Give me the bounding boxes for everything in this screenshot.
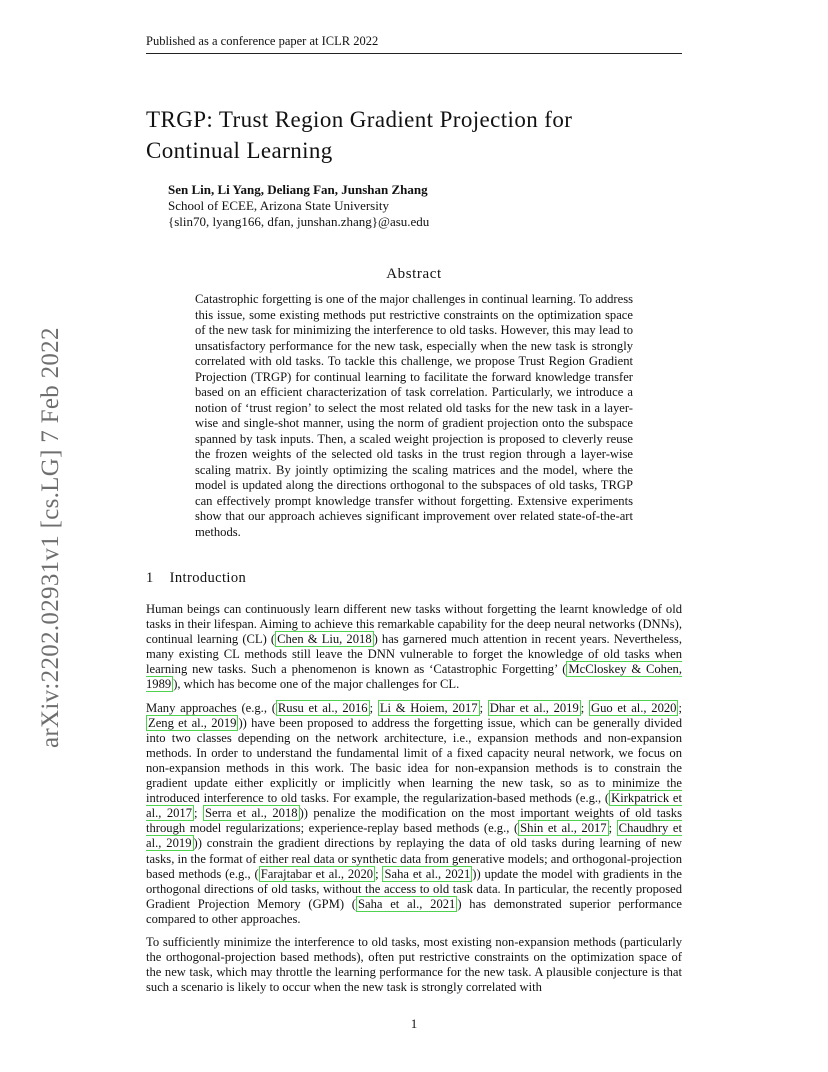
text-run: )) penalize the modification on the most important weights of old tasks through model regularizations; experience-replay based methods (e.g., ( [146,806,682,836]
section-body [146,602,682,1003]
text-run: ; [479,700,488,715]
citation-link[interactable]: McCloskey & Cohen, 1989 [146,662,682,692]
text-run: ; [369,700,378,715]
text-run: ; [375,866,383,881]
abstract-text: Catastrophic forgetting is one of the major challenges in continual learning. To address this issue, some existing methods put restrictive constraints on the optimization space of the new task for minimizing the interference to old tasks. However, this may lead to unsatisfactory performance for the new task, especially when the new task is strongly correlated with old tasks. To tackle this challenge, we propose Trust Region Gradient Projection (TRGP) for continual learning to facilitate the forward knowledge transfer based on an efficient characterization of task correlation. Particularly, we introduce a notion of ‘trust region’ to select the most related old tasks for the new task in a layer-wise and single-shot manner, using the norm of gradient projection onto the subspace spanned by task inputs. Then, a scaled weight projection is proposed to cleverly reuse the frozen weights of the selected old tasks in the trust region through a layer-wise scaling matrix. By jointly optimizing the scaling matrices and the model, where the model is updated along the directions orthogonal to the subspaces of old tasks, TRGP can effectively prompt knowledge transfer without forgetting. Extensive experiments show that our approach achieves significant improvement over related state-of-the-art methods. [195,292,633,539]
citation-link[interactable]: Farajtabar et al., 2020 [260,866,374,881]
citation-link[interactable]: Kirkpatrick et al., 2017 [146,791,682,821]
page-number: 1 [410,1016,418,1031]
citation-link[interactable]: Saha et al., 2021 [384,866,471,881]
paragraph-2 [146,701,682,927]
paragraph-1 [146,602,682,693]
section-heading [146,570,246,587]
citation-link[interactable]: Serra et al., 2018 [204,806,298,821]
text-run: ) has garnered much attention in recent years. Nevertheless, many existing CL methods still leave the DNN vulnerable to forget the knowledge of old tasks when learning new tasks. Such a phenomenon is known as ‘Catastrophic Forgetting’ ( [146,632,682,677]
citation-link[interactable]: Shin et al., 2017 [520,821,607,836]
text-run: Many approaches (e.g., ( [146,700,276,715]
author-block [168,182,429,230]
text-run: )) have been proposed to address the forgetting issue, which can be generally divided into two classes depending on the network architecture, i.e., expansion methods and non-expansion methods. In order to understand the fundamental limit of a fixed capacity neural network, we focus on non-expansion methods in this work. The basic idea for non-expansion methods is to constrain the gradient update either explicitly or implicitly when learning the new task, so as to minimize the introduced interference to old tasks. For example, the regularization-based methods (e.g., ( [146,715,682,806]
text-run: ; [194,806,203,821]
section-number: 1 [146,570,154,586]
affiliation: School of ECEE, Arizona State University [168,198,389,213]
text-run: ; [580,700,589,715]
citation-link[interactable]: Guo et al., 2020 [590,700,677,715]
citation-link[interactable]: Rusu et al., 2016 [277,700,368,715]
abstract-heading: Abstract [386,266,442,282]
title-line-2: Continual Learning [146,138,333,163]
paragraph-3: To sufficiently minimize the interference to old tasks, most existing non-expansion methods (particularly the orthogonal-projection based methods), often put restrictive constraints on the optimization space of the new task, which may throttle the learning performance for the new task. A plausible conjecture is that such a scenario is likely to occur when the new task is strongly correlated with [146,934,682,995]
header-rule [146,53,682,54]
citation-link[interactable]: Li & Hoiem, 2017 [379,700,478,715]
citation-link[interactable]: Dhar et al., 2019 [489,700,579,715]
running-header: Published as a conference paper at ICLR 2022 [146,34,379,48]
citation-link[interactable]: Chaudhry et al., 2019 [146,821,682,851]
text-run: ), which has become one of the major challenges for CL. [173,677,460,692]
text-run: ) has demonstrated superior performance compared to other approaches. [146,896,682,926]
paper-title [146,104,706,166]
citation-link[interactable]: Saha et al., 2021 [358,896,456,911]
author-names: Sen Lin, Li Yang, Deliang Fan, Junshan Zhang [168,182,428,197]
section-title: Introduction [169,570,247,586]
citation-link[interactable]: Zeng et al., 2019 [148,715,237,730]
text-run: ; [608,821,617,836]
author-emails: {slin70, lyang166, dfan, junshan.zhang}@asu.edu [168,214,430,229]
citation-link[interactable]: Chen & Liu, 2018 [277,632,372,647]
text-run: ; [678,700,682,715]
text-run: )) constrain the gradient directions by replaying the data of old tasks during learning of new tasks, in the format of either real data or synthetic data from generative models; and orthogonal-projection based methods (e.g., ( [146,836,682,881]
text-run: Human beings can continuously learn different new tasks without forgetting the learnt knowledge of old tasks in their lifespan. Aiming to achieve this remarkable capability for the deep neural networks (DNNs), continual learning (CL) ( [146,602,682,647]
title-line-1: TRGP: Trust Region Gradient Projection for [146,107,573,132]
text-run: )) update the model with gradients in the orthogonal directions of old tasks, without the access to old task data. In particular, the recently proposed Gradient Projection Memory (GPM) ( [146,866,682,911]
arxiv-identifier[interactable]: arXiv:2202.02931v1 [cs.LG] 7 Feb 2022 [37,327,64,748]
